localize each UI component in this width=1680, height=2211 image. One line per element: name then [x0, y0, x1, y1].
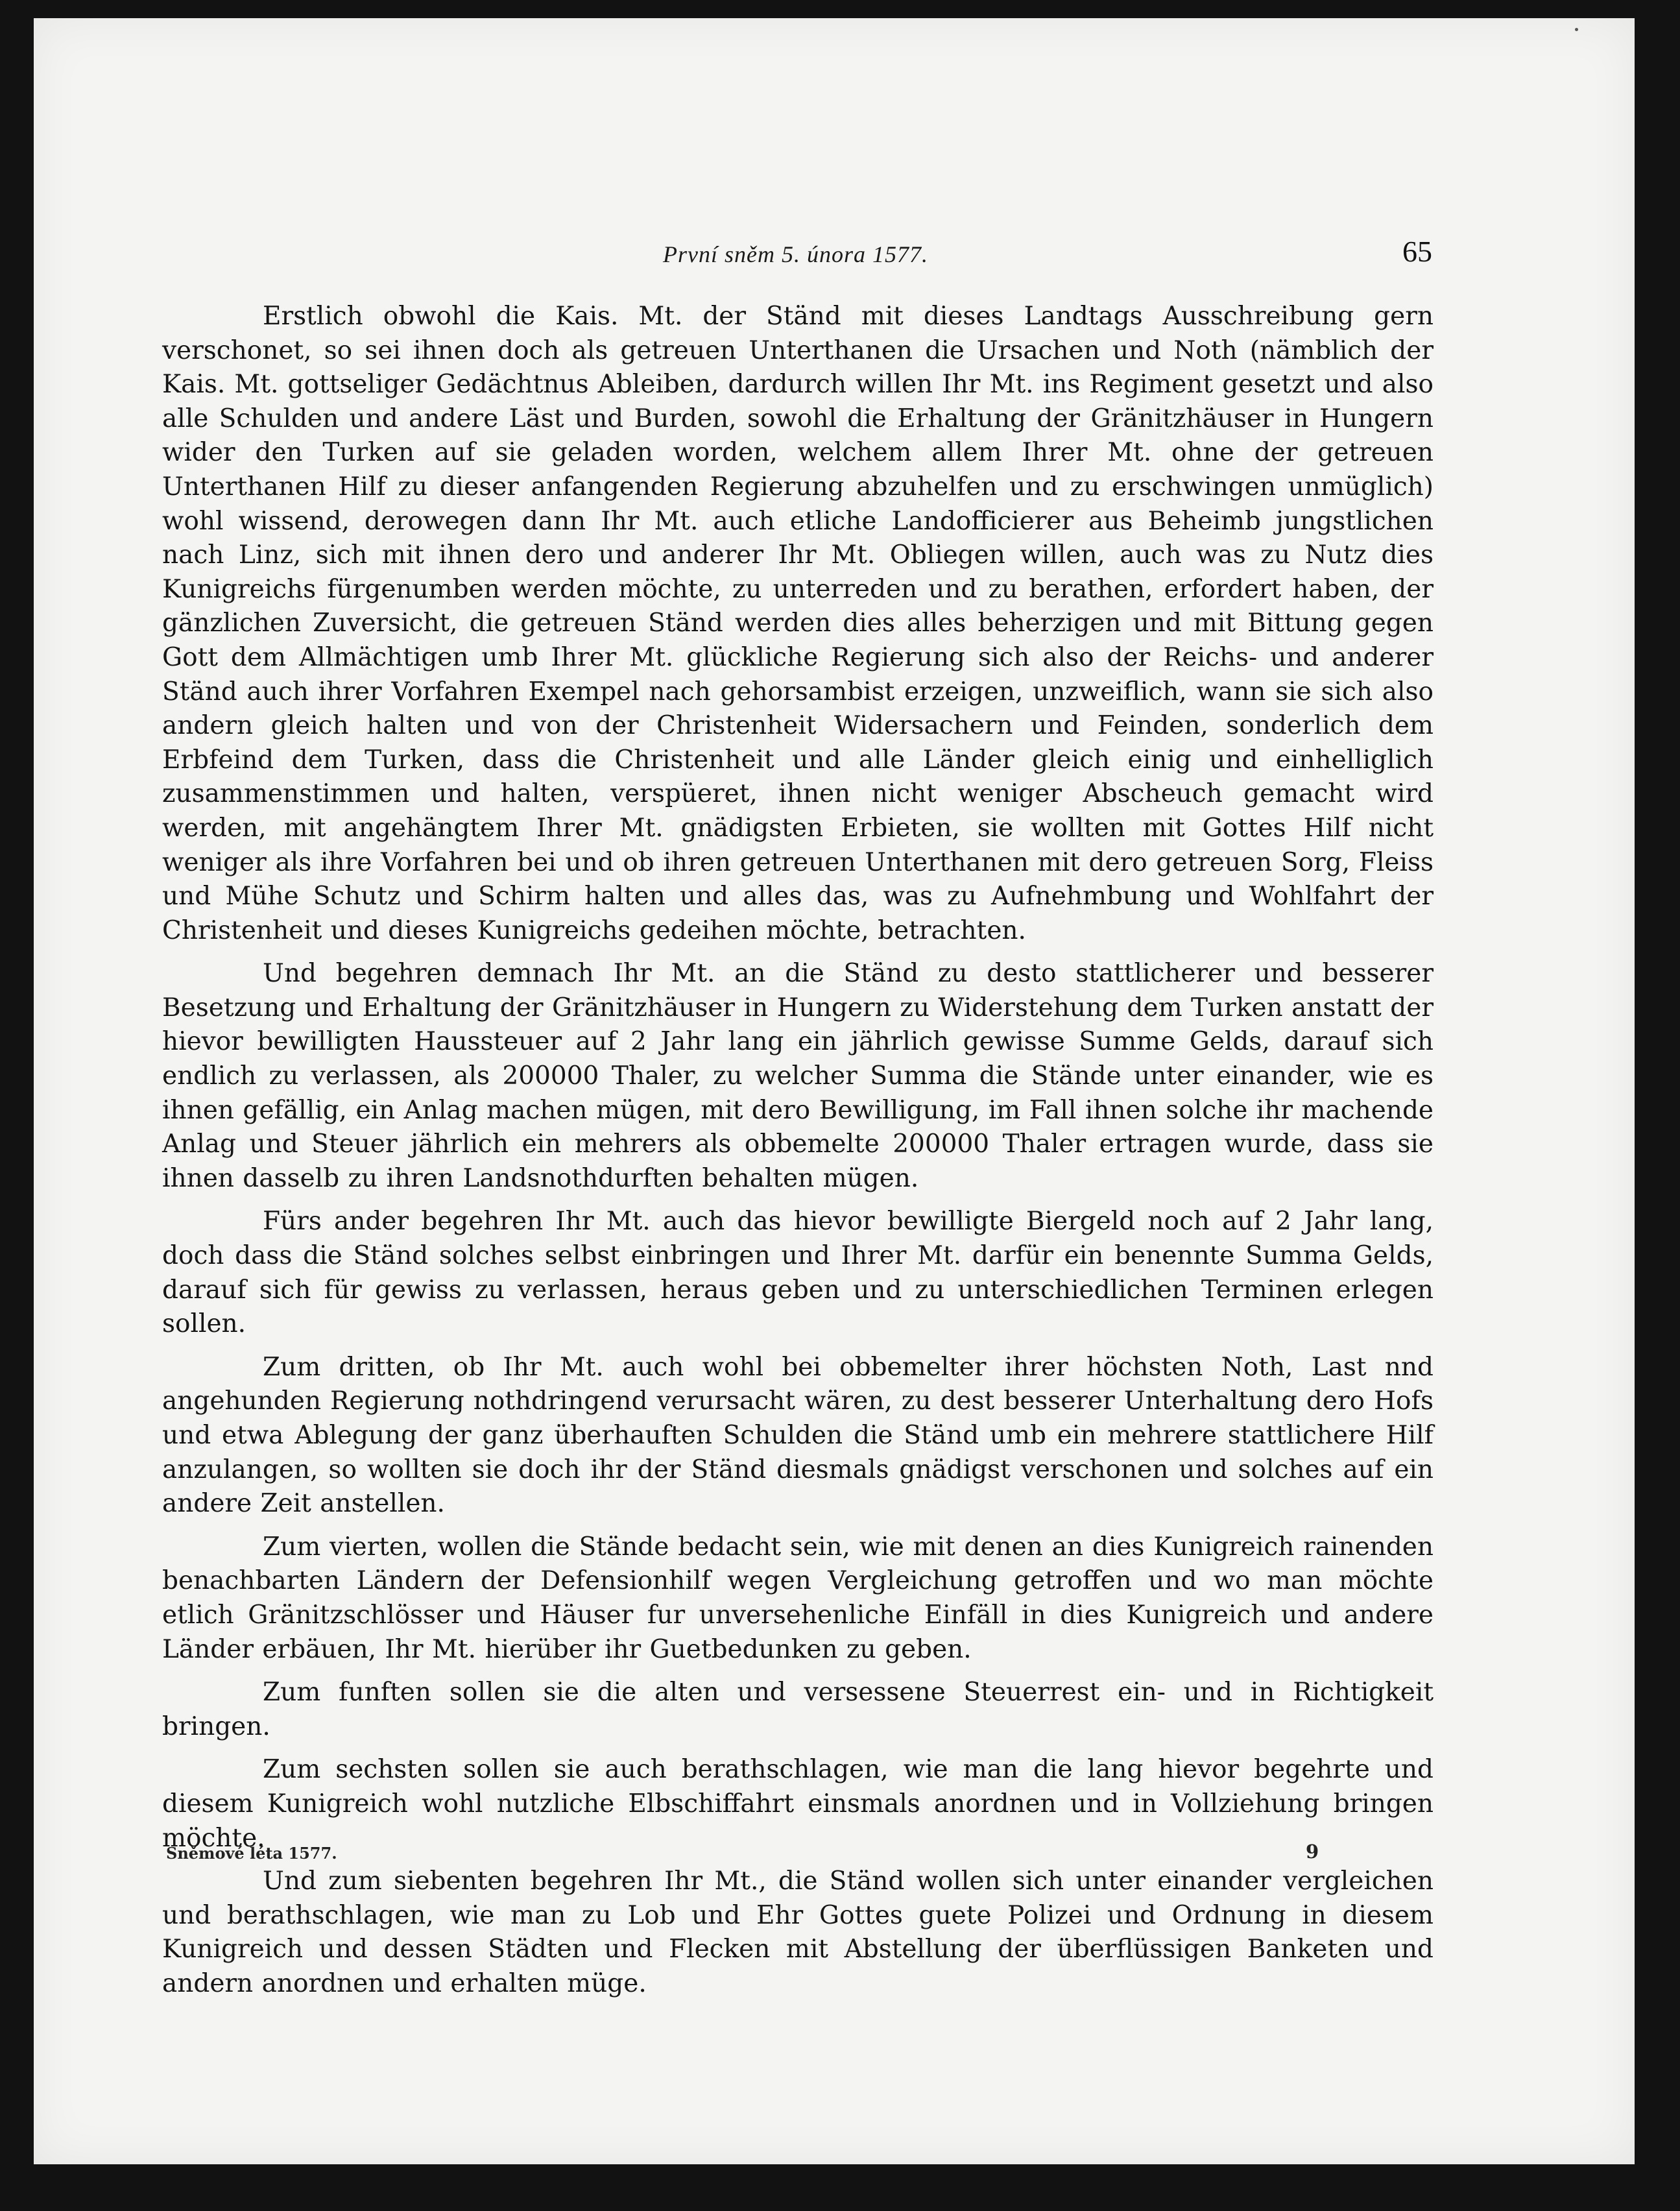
- sheet-number: 9: [1306, 1841, 1319, 1863]
- paragraph-2: Und begehren demnach Ihr Mt. an die Ständ zu desto stattlicherer und besserer Besetzung und Erhaltung der Gränitzhäuser in Hungern zu Widerstehung dem Turken anstatt der hievor bewilligten Haussteuer auf 2 Jahr lang ein jährlich gewisse Summe Gelds, darauf sich endlich zu verlassen, als 200000 Thaler, zu welcher Summa die Stände unter einander, wie es ihnen gefällig, ein Anlag machen mügen, mit dero Bewilligung, im Fall ihnen solche ihr machende Anlag und Steuer jährlich ein mehrers als obbemelte 200000 Thaler ertragen wurde, dass sie ihnen dasselb zu ihren Landsnothdurften behalten mügen.: [162, 959, 1434, 1193]
- paragraph-6: Zum funften sollen sie die alten und versessene Steuerrest ein- und in Richtigkeit bringen.: [162, 1678, 1434, 1741]
- page-number: 65: [1402, 235, 1432, 268]
- paragraph-1: Erstlich obwohl die Kais. Mt. der Ständ mit dieses Landtags Ausschreibung gern verschonet, so sei ihnen doch als getreuen Unterthanen die Ursachen und Noth (nämblich der Kais. Mt. gottseliger Gedächtnus Ableiben, dardurch willen Ihr Mt. ins Regiment gesetzt und also alle Schulden und andere Läst und Burden, sowohl die Erhaltung der Gränitzhäuser in Hungern wider den Turken auf sie geladen worden, welchem allem Ihrer Mt. ohne der getreuen Unterthanen Hilf zu dieser anfangenden Regierung abzuhelfen und zu erschwingen unmüglich) wohl wissend, derowegen dann Ihr Mt. auch etliche Landofficierer aus Beheimb jungstlichen nach Linz, sich mit ihnen dero und anderer Ihr Mt. Obliegen willen, auch was zu Nutz dies Kunigreichs fürgenumben werden möchte, zu unterreden und zu berathen, erfordert haben, der gänzlichen Zuversicht, die getreuen Ständ werden dies alles beherzigen und mit Bittung gegen Gott dem Allmächtigen umb Ihrer Mt. glückliche Regierung sich also der Reichs- und anderer Ständ auch ihrer Vorfahren Exempel nach gehorsambist erzeigen, unzweiflich, wann sie sich also andern gleich halten und von der Christenheit Widersachern und Feinden, sonderlich dem Erbfeind dem Turken, dass die Christenheit und alle Länder gleich einig und einhelliglich zusammenstimmen und halten, verspüeret, ihnen nicht weniger Abscheuch gemacht wird werden, mit angehängtem Ihrer Mt. gnädigsten Erbieten, sie wollten mit Gottes Hilf nicht weniger als ihre Vorfahren bei und ob ihren getreuen Unterthanen mit dero getreuen Sorg, Fleiss und Mühe Schutz und Schirm halten und alles das, was zu Aufnehmbung und Wohlfahrt der Christenheit und dieses Kunigreichs gedeihen möchte, betrachten.: [162, 302, 1434, 945]
- paragraph-4: Zum dritten, ob Ihr Mt. auch wohl bei obbemelter ihrer höchsten Noth, Last nnd angehunden Regierung nothdringend verursacht wären, zu dest besserer Unterhaltung dero Hofs und etwa Ablegung der ganz überhauften Schulden die Ständ umb ein mehrere stattlichere Hilf anzulangen, so wollten sie doch ihr der Ständ diesmals gnädigst verschonen und solches auf ein andere Zeit anstellen.: [162, 1352, 1434, 1519]
- paragraph-3: Fürs ander begehren Ihr Mt. auch das hievor bewilligte Biergeld noch auf 2 Jahr lang, doch dass die Ständ solches selbst einbringen und Ihrer Mt. darfür ein benennte Summa Gelds, darauf sich für gewiss zu verlassen, heraus geben und zu unterschiedlichen Terminen erlegen sollen.: [162, 1207, 1434, 1339]
- document-page: [34, 18, 1635, 2164]
- signature-mark: Sněmové léta 1577.: [166, 1844, 337, 1863]
- scan-speck: [1575, 28, 1578, 31]
- body-text: [162, 300, 1434, 2011]
- running-head: První sněm 5. února 1577.: [663, 241, 928, 267]
- page-header: [34, 230, 1635, 276]
- page-footer: [34, 1835, 1635, 1867]
- paragraph-7: Zum sechsten sollen sie auch berathschlagen, wie man die lang hievor begehrte und diesem Kunigreich wohl nutzliche Elbschiffahrt einsmals anordnen und in Vollziehung bringen möchte.: [162, 1755, 1434, 1853]
- paragraph-8: Und zum siebenten begehren Ihr Mt., die Ständ wollen sich unter einander vergleichen und berathschlagen, wie man zu Lob und Ehr Gottes guete Polizei und Ordnung in diesem Kunigreich und dessen Städten und Flecken mit Abstellung der überflüssigen Banketen und andern anordnen und erhalten müge.: [162, 1867, 1434, 1998]
- paragraph-5: Zum vierten, wollen die Stände bedacht sein, wie mit denen an dies Kunigreich rainenden benachbarten Ländern der Defensionhilf wegen Vergleichung getroffen und wo man möchte etlich Gränitzschlösser und Häuser fur unversehenliche Einfäll in dies Kunigreich und andere Länder erbäuen, Ihr Mt. hierüber ihr Guetbedunken zu geben.: [162, 1532, 1434, 1664]
